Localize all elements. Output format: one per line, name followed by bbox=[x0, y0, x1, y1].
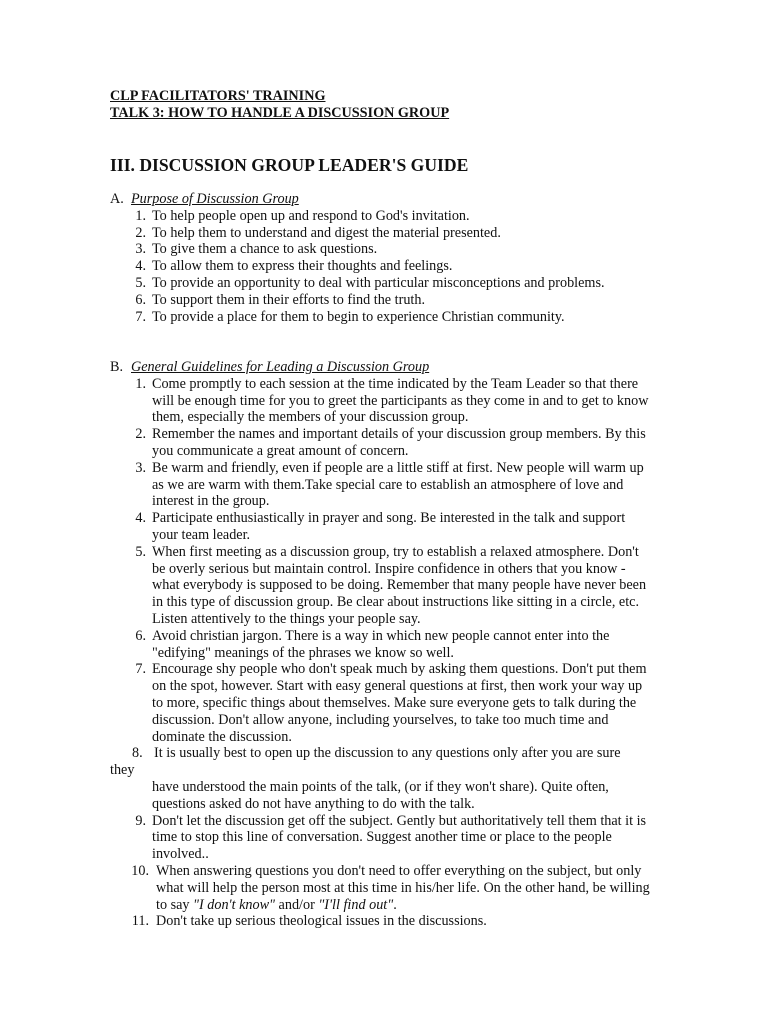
item-line: discussion. Don't allow anyone, including yourselves, to take too much time and bbox=[152, 711, 609, 728]
item-text: To give them a chance to ask questions. bbox=[152, 241, 378, 258]
section-b-letter: B. bbox=[110, 359, 124, 375]
item-line: you communicate a great amount of concern. bbox=[152, 442, 409, 459]
item-number: 4. bbox=[135, 258, 146, 275]
item-line: Listen attentively to the things your people say. bbox=[152, 610, 421, 627]
item-number: 11. bbox=[131, 913, 149, 930]
item-line: interest in the group. bbox=[152, 493, 270, 510]
section-b-heading bbox=[110, 359, 710, 376]
list-item bbox=[110, 913, 710, 930]
item-number: 5. bbox=[135, 543, 146, 560]
item-number: 6. bbox=[135, 627, 146, 644]
item-line: have understood the main points of the talk, (or if they won't share). Quite often, bbox=[152, 778, 609, 795]
item-line: they bbox=[110, 762, 135, 779]
item-line: Avoid christian jargon. There is a way in which new people cannot enter into the bbox=[152, 627, 610, 644]
item-line: to more, specific things about themselves. Make sure everyone gets to talk during the bbox=[152, 694, 637, 711]
list-item bbox=[110, 661, 710, 745]
item-line: Participate enthusiastically in prayer and song. Be interested in the talk and support bbox=[152, 510, 626, 527]
item-line bbox=[156, 897, 710, 914]
list-item bbox=[110, 460, 710, 510]
section-b bbox=[110, 359, 710, 930]
item-line: Come promptly to each session at the time indicated by the Team Leader so that there bbox=[152, 375, 639, 392]
item-line bbox=[110, 745, 710, 762]
item-number: 4. bbox=[135, 510, 146, 527]
item-text: To support them in their efforts to find the truth. bbox=[152, 291, 425, 308]
item-line: what will help the person most at this time in his/her life. On the other hand, be willing bbox=[156, 879, 650, 896]
item-line: questions asked do not have anything to do with the talk. bbox=[152, 795, 475, 812]
item-number: 5. bbox=[135, 274, 146, 291]
item-line: what everybody is supposed to be doing. Remember that many people have never been bbox=[152, 577, 647, 594]
item-number: 1. bbox=[135, 207, 146, 224]
item-number: 10. bbox=[131, 862, 149, 879]
list-item bbox=[110, 544, 710, 628]
quote-i-dont-know: "I don't know" bbox=[193, 896, 275, 913]
item-number: 2. bbox=[135, 224, 146, 241]
item-number: 1. bbox=[135, 375, 146, 392]
list-item bbox=[110, 813, 710, 863]
item-line: Remember the names and important details of your discussion group members. By this bbox=[152, 426, 646, 443]
list-item bbox=[110, 426, 710, 460]
item-line: "edifying" meanings of the phrases we know so well. bbox=[152, 644, 454, 661]
section-b-title: General Guidelines for Leading a Discussion Group bbox=[131, 359, 430, 375]
quote-ill-find-out: "I'll find out" bbox=[318, 896, 394, 913]
item-number: 8. bbox=[132, 745, 143, 762]
item-number: 9. bbox=[135, 812, 146, 829]
item-line: Encourage shy people who don't speak much by asking them questions. Don't put them bbox=[152, 661, 647, 678]
item-number: 7. bbox=[135, 308, 146, 325]
item-text: To help people open up and respond to God's invitation. bbox=[152, 207, 470, 224]
item-line: Be warm and friendly, even if people are a little stiff at first. New people will warm up bbox=[152, 459, 644, 476]
item-text: . bbox=[393, 896, 397, 913]
item-text: To help them to understand and digest the material presented. bbox=[152, 224, 501, 241]
section-a bbox=[110, 191, 710, 325]
item-line: dominate the discussion. bbox=[152, 728, 292, 745]
section-a-heading bbox=[110, 191, 710, 208]
item-text: To provide a place for them to begin to experience Christian community. bbox=[152, 308, 565, 325]
item-line: in this type of discussion group. Be clear about instructions like sitting in a circle, etc. bbox=[152, 594, 640, 611]
list-item bbox=[110, 628, 710, 662]
item-number: 3. bbox=[135, 459, 146, 476]
list-item bbox=[110, 258, 710, 275]
item-text: To allow them to express their thoughts and feelings. bbox=[152, 258, 453, 275]
item-line: your team leader. bbox=[152, 526, 251, 543]
item-number: 3. bbox=[135, 241, 146, 258]
page-title: III. DISCUSSION GROUP LEADER'S GUIDE bbox=[110, 155, 469, 175]
item-number: 2. bbox=[135, 426, 146, 443]
item-line: time to stop this line of conversation. Suggest another time or place to the people bbox=[152, 829, 612, 846]
section-a-title: Purpose of Discussion Group bbox=[131, 191, 299, 207]
item-text: to say bbox=[156, 896, 194, 913]
list-item bbox=[110, 376, 710, 426]
item-line: be overly serious but maintain control. Inspire confidence in others that you know - bbox=[152, 560, 626, 577]
item-text: Don't take up serious theological issues in the discussions. bbox=[156, 913, 487, 930]
list-item bbox=[110, 275, 710, 292]
header-line-2: TALK 3: HOW TO HANDLE A DISCUSSION GROUP bbox=[110, 104, 450, 121]
item-line: will be enough time for you to greet the participants as they come in and to get to know bbox=[152, 392, 649, 409]
item-number: 7. bbox=[135, 661, 146, 678]
document-header bbox=[110, 88, 449, 121]
item-line: Don't let the discussion get off the subject. Gently but authoritatively tell them that it is bbox=[152, 812, 647, 829]
item-line: When first meeting as a discussion group, try to establish a relaxed atmosphere. Don't bbox=[152, 543, 639, 560]
list-item bbox=[110, 309, 710, 326]
item-text: To provide an opportunity to deal with particular misconceptions and problems. bbox=[152, 274, 605, 291]
list-item bbox=[110, 745, 710, 812]
item-line: as we are warm with them.Take special care to establish an atmosphere of love and bbox=[152, 476, 624, 493]
list-item bbox=[110, 863, 710, 913]
section-a-letter: A. bbox=[110, 191, 124, 207]
item-line: on the spot, however. Start with easy general questions at first, then work your way up bbox=[152, 678, 643, 695]
header-line-1: CLP FACILITATORS' TRAINING bbox=[110, 88, 326, 104]
list-item bbox=[110, 225, 710, 242]
item-text: and/or bbox=[275, 896, 319, 913]
item-number: 6. bbox=[135, 291, 146, 308]
item-line: involved.. bbox=[152, 846, 209, 863]
item-line: When answering questions you don't need to offer everything on the subject, but only bbox=[156, 862, 642, 879]
list-item bbox=[110, 510, 710, 544]
item-text: It is usually best to open up the discussion to any questions only after you are sure bbox=[154, 745, 621, 762]
item-line: them, especially the members of your discussion group. bbox=[152, 409, 469, 426]
list-item bbox=[110, 241, 710, 258]
list-item bbox=[110, 208, 710, 225]
list-item bbox=[110, 292, 710, 309]
